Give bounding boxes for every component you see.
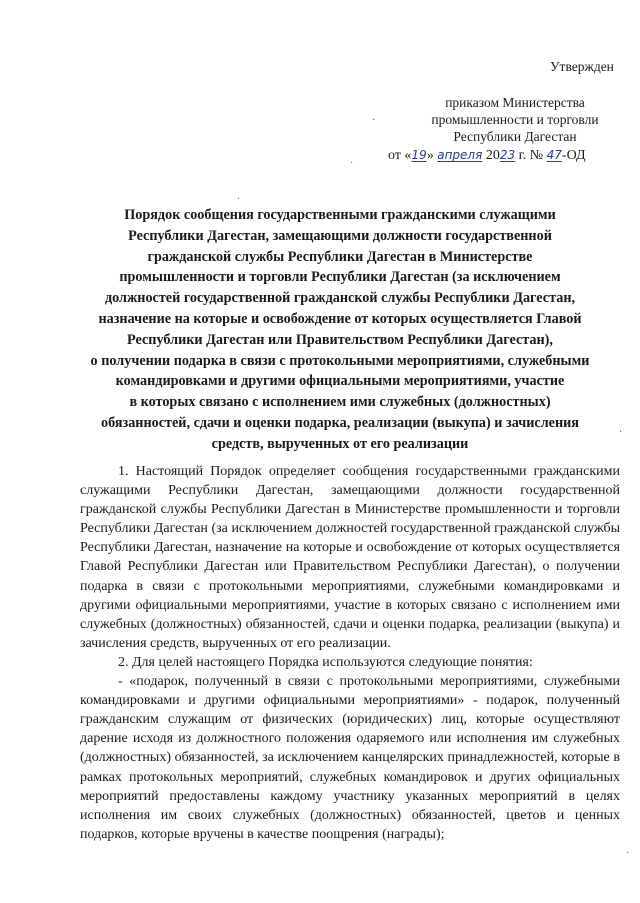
title-line: о получении подарка в связи с протокольными мероприятиями, служебными xyxy=(90,352,590,369)
title-line: гражданской службы Республики Дагестан в Министерстве xyxy=(147,248,533,265)
date-month: апреля xyxy=(437,148,483,162)
title-line: Республики Дагестан, замещающими должности государственной xyxy=(128,227,552,244)
number-suffix: -ОД xyxy=(561,148,586,163)
scan-speck: · xyxy=(626,848,630,859)
title-line: Республики Дагестан или Правительством Республики Дагестан), xyxy=(127,331,553,348)
title-line: в которых связано с исполнением ими служебных (должностных) xyxy=(129,394,551,411)
title-line: назначение на которые и освобождение от которых осуществляется Главой xyxy=(98,310,582,327)
number-label: г. № xyxy=(518,148,544,163)
order-line: промышленности и торговли xyxy=(431,112,599,127)
order-date-line: от «19» апреля 2023 г. № 47-ОД xyxy=(388,148,586,163)
title-line: должностей государственной гражданской службы Республики Дагестан, xyxy=(104,290,576,307)
title-line: средств, вырученных от его реализации xyxy=(211,435,469,452)
year-prefix: 20 xyxy=(485,148,500,163)
date-prefix: от « xyxy=(388,148,412,163)
title-line: обязанностей, сдачи и оценки подарка, реализации (выкупа) и зачисления xyxy=(100,414,579,431)
year-suffix: 23 xyxy=(499,148,516,162)
approved-label: Утвержден xyxy=(550,59,614,74)
paragraph: 2. Для целей настоящего Порядка используются следующие понятия: xyxy=(118,654,533,670)
order-number: 47 xyxy=(546,148,562,162)
paragraph: - «подарок, полученный в связи с протокольными мероприятиями, служебными командировками и другими официальными мероприятиями» - подарок, полученный гражданским служащим от физических (юридических) лиц, которые осуществляют дарение исходя из должностного положения одаряемого или исполнения им служебных (должностных) обязанностей, за исключением канцелярских принадлежностей, которые в рамках протокольных мероприятий, служебных командировок и других официальных мероприятий предоставлены каждому участнику указанных мероприятий в целях исполнения им своих служебных (должностных) обязанностей, цветов и ценных подарков, которые вручены в качестве поощрения (награды); xyxy=(80,674,620,842)
scan-speck: · xyxy=(619,427,623,438)
paragraph: 1. Настоящий Порядок определяет сообщения государственными гражданскими служащими Республики Дагестан, замещающими должности государственной гражданской службы Республики Дагестан в Министерстве промышленности и торговли Республики Дагестан (за исключением должностей государственной гражданской службы Республики Дагестан, назначение на которые и освобождение от которых осуществляется Главой Республики Дагестан или Правительством Республики Дагестан), о получении подарка в связи с протокольными мероприятиями, служебными командировками и другими официальными мероприятиями, участие в которых связано с исполнением ими служебных (должностных) обязанностей, сдачи и оценки подарка, реализации (выкупа) и зачисления средств, вырученных от его реализации. xyxy=(80,464,620,651)
title-line: Порядок сообщения государственными гражданскими служащими xyxy=(124,207,556,223)
document-title xyxy=(60,205,623,455)
order-line: приказом Министерства xyxy=(445,95,585,110)
document-body xyxy=(80,462,620,844)
scan-speck: · xyxy=(237,194,241,205)
title-line: промышленности и торговли Республики Дагестан (за исключением xyxy=(119,269,561,286)
scan-speck: · xyxy=(372,115,376,126)
scan-speck: · xyxy=(350,158,354,169)
title-line: командировками и другими официальными мероприятиями, участие xyxy=(115,373,565,390)
date-day: 19 xyxy=(411,148,427,162)
order-line: Республики Дагестан xyxy=(453,129,577,144)
order-reference xyxy=(420,94,610,145)
